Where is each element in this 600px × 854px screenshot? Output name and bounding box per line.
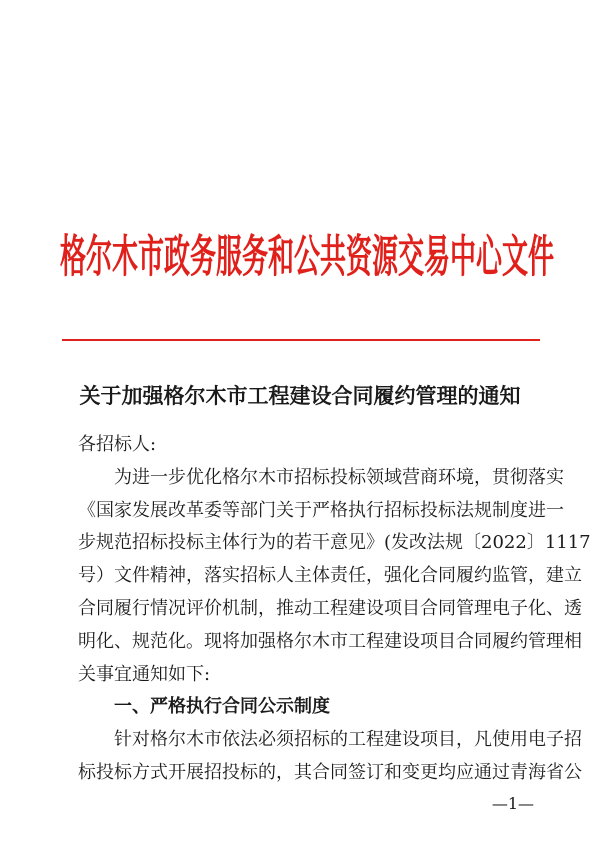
section-heading: 一、严格执行合同公示制度: [114, 696, 330, 718]
red-divider: [62, 339, 540, 341]
page-number: —1—: [491, 794, 534, 813]
body-line: 为进一步优化格尔木市招标投标领域营商环境，贯彻落实: [114, 466, 564, 488]
section-line: 针对格尔木市依法必须招标的工程建设项目，凡使用电子招: [114, 729, 582, 751]
body-line: 明化、规范化。现将加强格尔木市工程建设项目合同履约管理相: [78, 630, 582, 652]
document-body: [78, 429, 591, 790]
body-line: 号）文件精神，落实招标人主体责任，强化合同履约监管，建立: [78, 565, 582, 587]
section-line: 标投标方式开展招投标的，其合同签订和变更均应通过青海省公: [78, 761, 582, 783]
body-line: 合同履行情况评价机制，推动工程建设项目合同管理电子化、透: [78, 597, 582, 619]
issuer-title: 格尔木市政务服务和公共资源交易中心文件: [60, 232, 555, 284]
body-line: 《国家发展改革委等部门关于严格执行招标投标法规制度进一: [78, 499, 564, 521]
document-title: 关于加强格尔木市工程建设合同履约管理的通知: [79, 383, 521, 408]
salutation: 各招标人:: [78, 434, 157, 455]
body-line: 步规范招标投标主体行为的若干意见》(发改法规〔2022〕1117: [78, 532, 591, 554]
body-line: 关事宜通知如下:: [78, 663, 211, 685]
